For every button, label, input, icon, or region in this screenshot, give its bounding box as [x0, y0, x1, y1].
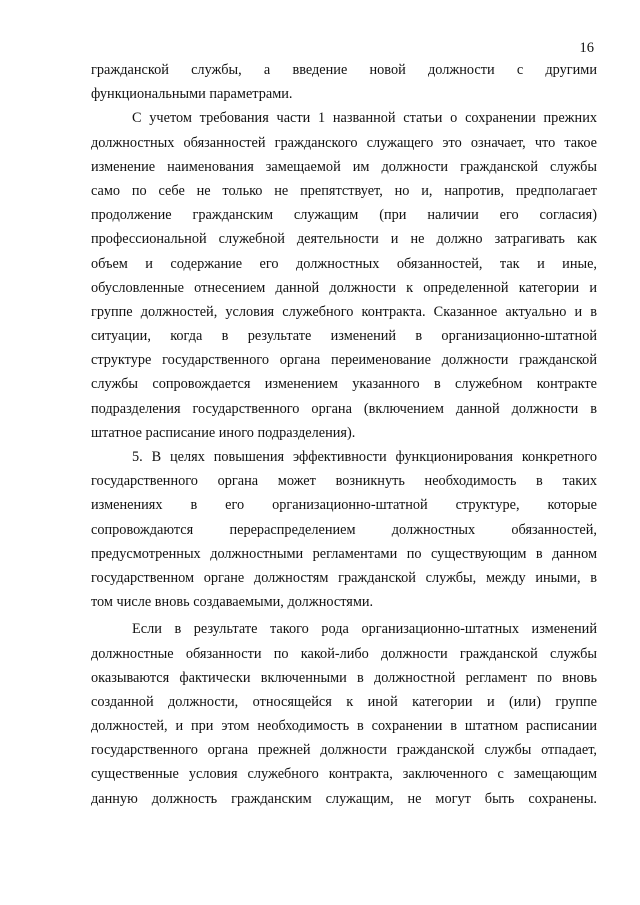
- paragraph-2-line-1: С учетом требования части 1 названной статьи о сохранении прежних: [132, 110, 597, 127]
- paragraph-4-line-7: существенные условия служебного контракта, заключенного с замещающим: [91, 766, 597, 783]
- paragraph-4-line-6: государственного органа прежней должности гражданской службы отпадает,: [91, 742, 597, 759]
- page-number: 16: [579, 40, 594, 56]
- paragraph-3-line-4: сопровождаются перераспределением должностных обязанностей,: [91, 521, 597, 538]
- paragraph-1-line-2: функциональными параметрами.: [91, 86, 293, 103]
- paragraph-4-line-3: оказываются фактически включенными в должностной регламент по вновь: [91, 669, 597, 686]
- paragraph-2-line-11: структуре государственного органа переименование должности гражданской: [91, 352, 597, 369]
- paragraph-3-line-3: изменениях в его организационно-штатной структуре, которые: [91, 497, 597, 514]
- paragraph-2-line-6: профессиональной служебной деятельности и не должно затрагивать как: [91, 231, 597, 248]
- paragraph-2-line-5: продолжение гражданским служащим (при наличии его согласия): [91, 207, 597, 224]
- paragraph-3-line-1: 5. В целях повышения эффективности функционирования конкретного: [132, 449, 597, 465]
- paragraph-2-line-8: обусловленные отнесением данной должности к определенной категории и: [91, 279, 597, 296]
- paragraph-3-line-6: государственном органе должностям гражданской службы, между иными, в: [91, 569, 597, 586]
- paragraph-3-line-5: предусмотренных должностными регламентами по существующим в данном: [91, 545, 597, 562]
- paragraph-4-line-5: должностей, и при этом необходимость в сохранении в штатном расписании: [91, 718, 597, 735]
- paragraph-2-line-9: группе должностей, условия служебного контракта. Сказанное актуально и в: [91, 303, 597, 320]
- paragraph-3-line-2: государственного органа может возникнуть необходимость в таких: [91, 473, 597, 490]
- paragraph-4-line-4: созданной должности, относящейся к иной категории и (или) группе: [91, 693, 597, 710]
- body-text: [91, 58, 597, 811]
- paragraph-4-line-2: должностные обязанности по какой-либо должности гражданской службы: [91, 645, 597, 662]
- paragraph-1-line-1: гражданской службы, а введение новой должности с другими: [91, 62, 597, 78]
- paragraph-2-line-4: само по себе не только не препятствует, но и, напротив, предполагает: [91, 182, 597, 199]
- paragraph-2-line-7: объем и содержание его должностных обязанностей, так и иные,: [91, 255, 597, 272]
- paragraph-3-line-7: том числе вновь создаваемыми, должностями.: [91, 594, 374, 611]
- paragraph-2-line-10: ситуации, когда в результате изменений в организационно-штатной: [91, 328, 597, 345]
- paragraph-2-line-3: изменение наименования замещаемой им должности гражданской службы: [91, 158, 597, 175]
- paragraph-4-line-1: Если в результате такого рода организационно-штатных изменений: [132, 621, 597, 638]
- paragraph-2-line-14: штатное расписание иного подразделения).: [91, 424, 356, 441]
- paragraph-2-line-2: должностных обязанностей гражданского служащего это означает, что такое: [91, 134, 597, 151]
- paragraph-2-line-13: подразделения государственного органа (включением данной должности в: [91, 400, 597, 417]
- paragraph-4-line-8: данную должность гражданским служащим, не могут быть сохранены.: [91, 790, 597, 807]
- paragraph-2-line-12: службы сопровождается изменением указанного в служебном контракте: [91, 376, 597, 393]
